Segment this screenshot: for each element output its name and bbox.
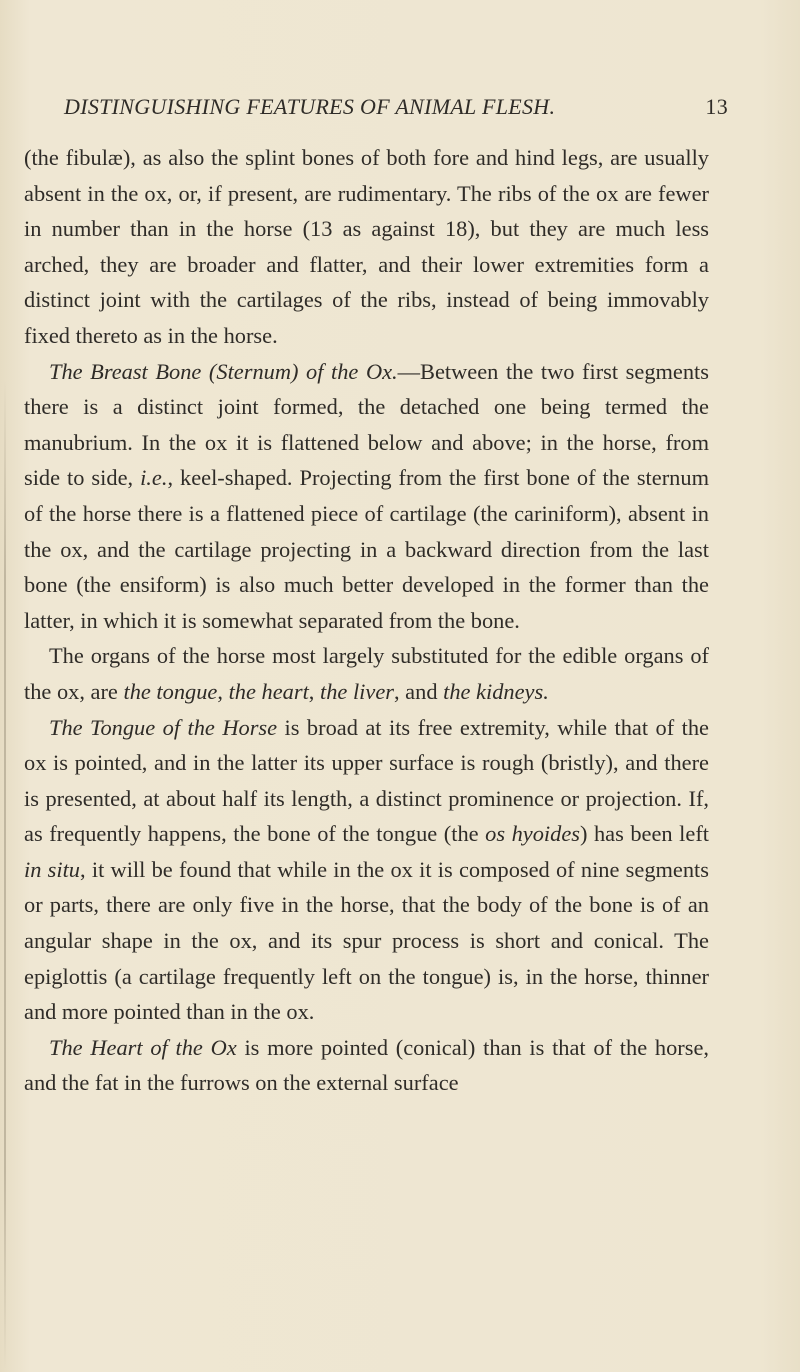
text-segment: (the fibulæ), as also the splint bones of both fore and hind legs, are usually absent in the ox, or, if present, are rudimentary. The ribs of the ox are fewer in number than in the horse (13 as against 18), but they are much less arched, they are broader and flatter, and their lower extremities form a distinct joint with the cartilages of the ribs, instead of being immovably fixed thereto as in the horse. [24, 145, 709, 348]
italic-segment: i.e. [140, 465, 168, 491]
section-heading-italic: The Heart of the Ox [49, 1034, 237, 1060]
text-segment: is broad at its free extremity, while that of the ox is pointed, and in the latter its upper surface is rough (bristly), and there is presented, at about half its length, a distinct prominence or projection. If, as frequently happens, the bone of the tongue (the [24, 714, 709, 847]
paragraph [24, 710, 709, 1030]
text-segment: , it will be found that while in the ox it is composed of nine segments or parts, there are only five in the horse, that the body of the bone is of an angular shape in the ox, and its spur process is short and conical. The epiglottis (a cartilage frequently left on the tongue) is, in the horse, thinner and more pointed than in the ox. [24, 856, 709, 1025]
paragraph [24, 638, 709, 709]
text-segment: ) has been left [579, 821, 710, 847]
text-segment: , [217, 678, 229, 704]
paragraph [24, 1030, 709, 1101]
text-segment: , [308, 678, 320, 704]
italic-segment: the kidneys. [443, 678, 549, 704]
paragraph [24, 354, 709, 639]
section-heading-italic: The Tongue of the Horse [49, 714, 278, 740]
italic-segment: the tongue [123, 678, 218, 704]
body-text [24, 140, 709, 1101]
page-number: 13 [705, 94, 728, 119]
text-segment: , keel-shaped. Projecting from the first bone of the sternum of the horse there is a flattened piece of cartilage (the cariniform), absent in the ox, and the cartilage projecting in a backward direction from the last bone (the ensiform) is also much better developed in the former than the latter, in which it is somewhat separated from the bone. [24, 465, 709, 633]
running-title: DISTINGUISHING FEATURES OF ANIMAL FLESH. [64, 94, 556, 119]
paragraph [24, 140, 709, 354]
text-segment: —Between the two first segments there is a distinct joint formed, the detached one being termed the manubrium. In the ox it is flattened below and above; in the horse, from side to side, [24, 358, 709, 491]
italic-segment: the heart [228, 678, 309, 704]
section-heading-italic: The Breast Bone (Sternum) of the Ox. [49, 358, 398, 384]
text-segment: The organs of the horse most largely substituted for the edible organs of the ox, are [24, 643, 709, 704]
italic-segment: the liver [320, 678, 394, 704]
text-segment: is more pointed (conical) than is that of the horse, and the fat in the furrows on the external surface [24, 1034, 709, 1096]
page-gutter-shadow [4, 380, 6, 1370]
running-header [64, 94, 728, 124]
text-segment: , and [393, 678, 444, 704]
italic-segment: os hyoides [485, 821, 580, 847]
italic-segment: in situ [24, 856, 81, 882]
